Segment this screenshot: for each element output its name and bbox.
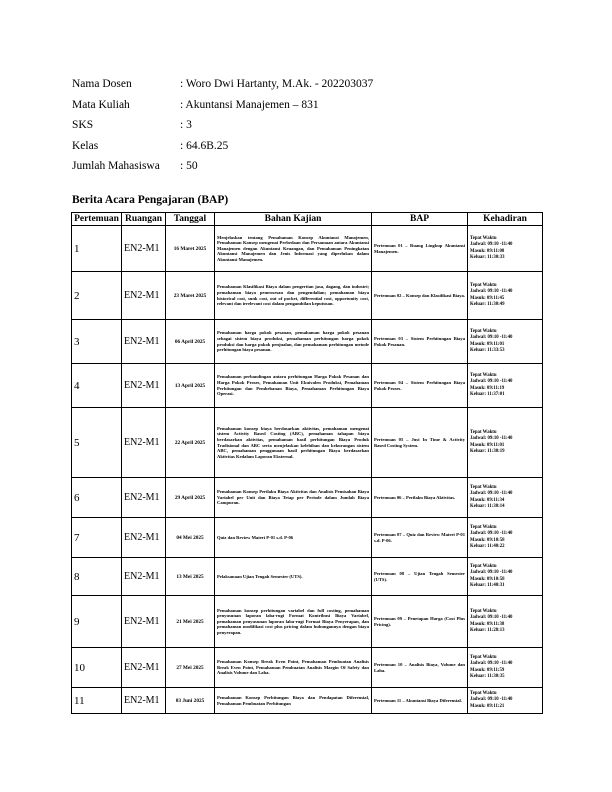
kehadiran-line: Jadwal: 09:10 -11:40 [470,697,513,703]
kehadiran-line: Masuk: 09:11:38 [470,621,505,627]
cell-bahan-kajian: Pemahaman konsep perhitungan variabel dan full costing, pemahaman penyusunan laporan laba-rugi Format Kontribusi Biaya Variabel, pemahaman penyusunan laporan laba-rugi Format Biaya Penyerapan, dan pemahaman modifikasi cost plus pricing dalam hubungannya dengan biaya penyerapan. [215,596,372,648]
table-row [72,226,543,272]
kehadiran-line: Tepat Waktu [470,329,497,335]
cell-kehadiran [468,558,543,596]
table-row [72,648,543,688]
cell-ruangan: EN2-M1 [122,226,166,272]
cell-kehadiran [468,648,543,688]
kehadiran-line: Tepat Waktu [470,485,497,491]
table-row [72,272,543,320]
cell-ruangan: EN2-M1 [122,648,166,688]
kehadiran-line: Masuk: 09:11:01 [470,341,505,347]
header-bap: BAP [372,213,468,226]
cell-ruangan: EN2-M1 [122,320,166,364]
cell-tanggal: 04 Mei 2025 [166,518,215,558]
table-row [72,364,543,408]
table-row [72,478,543,518]
kehadiran-line: Tepat Waktu [470,236,497,242]
cell-ruangan: EN2-M1 [122,558,166,596]
table-header-row [72,213,543,226]
header-tanggal: Tanggal [166,213,215,226]
cell-pertemuan: 7 [72,518,122,558]
header-ruangan: Ruangan [122,213,166,226]
cell-tanggal: 27 Mei 2025 [166,648,215,688]
info-label: Kelas [72,139,99,152]
header-bahan-kajian: Bahan Kajian [215,213,372,226]
cell-bap: Pertemuan 10 – Analisis Biaya, Volume dan Laba. [372,648,468,688]
cell-bap: Pertemuan 01 – Ruang Lingkup Akuntansi Manajemen. [372,226,468,272]
kehadiran-line: Tepat Waktu [470,609,497,615]
cell-pertemuan: 9 [72,596,122,648]
cell-kehadiran [468,364,543,408]
kehadiran-line: Tepat Waktu [470,283,497,289]
bap-table [71,212,543,714]
kehadiran-line: Masuk: 09:11:45 [470,295,505,301]
info-value: : 64.6B.25 [180,139,229,152]
info-value: : Woro Dwi Hartanty, M.Ak. - 202203037 [180,78,374,91]
cell-bahan-kajian: Pemahaman Konsep Perhitungan Biaya dan Pendapatan Diferensial, Pemahaman Pembuatan Perhitungan [215,688,372,714]
info-label: Mata Kuliah [72,98,130,111]
cell-tanggal: 23 Maret 2025 [166,272,215,320]
table-row [72,558,543,596]
cell-bahan-kajian: Pemahaman Konsep Perilaku Biaya Aktivitas dan Analisis Pemisahan Biaya Variabel per Unit dan Biaya Tetap per Periode dalam Jumlah Biaya Campuran. [215,478,372,518]
cell-bap: Pertemuan 03 – Sistem Perhitungan Biaya Pokok Pesanan. [372,320,468,364]
kehadiran-line: Jadwal: 09:10 -11:40 [470,570,513,576]
cell-bahan-kajian: Pelaksanaan Ujian Tengah Semester (UTS). [215,558,372,596]
cell-pertemuan: 11 [72,688,122,714]
kehadiran-line: Masuk: 09:11:34 [470,497,505,503]
cell-bahan-kajian: Quiz dan Review Materi P-01 s.d. P-06 [215,518,372,558]
kehadiran-line: Masuk: 09:10:58 [470,576,505,582]
info-row [72,115,542,136]
cell-kehadiran [468,226,543,272]
cell-pertemuan: 5 [72,408,122,478]
cell-bap: Pertemuan 02 – Konsep dan Klasifikasi Biaya. [372,272,468,320]
cell-bahan-kajian: Pemahaman harga pokok pesanan, pemahaman harga pokok pesanan sebagai sistem biaya produksi, pemahaman perhitungan harga pokok produksi dan harga pokok penjualan, dan pemahaman perhitungan metode perhitungan biaya pesanan. [215,320,372,364]
kehadiran-line: Jadwal: 09:10 -11:40 [470,379,513,385]
kehadiran-line: Tepat Waktu [470,691,497,697]
cell-bap: Pertemuan 05 – Just In Time & Activity Based Costing System. [372,408,468,478]
kehadiran-line: Tepat Waktu [470,430,497,436]
cell-pertemuan: 2 [72,272,122,320]
info-label: Jumlah Mahasiswa [72,160,160,173]
cell-kehadiran [468,688,543,714]
kehadiran-line: Jadwal: 09:10 -11:40 [470,615,513,621]
cell-pertemuan: 8 [72,558,122,596]
cell-kehadiran [468,596,543,648]
cell-kehadiran [468,272,543,320]
kehadiran-line: Keluar: 11:30:19 [470,448,505,454]
kehadiran-line: Jadwal: 09:10 -11:40 [470,289,513,295]
info-label: SKS [72,119,94,132]
cell-bap: Pertemuan 04 – Sistem Perhitungan Biaya Pokok Proses. [372,364,468,408]
kehadiran-line: Masuk: 09:11:59 [470,667,505,673]
kehadiran-line: Jadwal: 09:10 -11:40 [470,491,513,497]
cell-kehadiran [468,518,543,558]
cell-tanggal: 03 Juni 2025 [166,688,215,714]
cell-pertemuan: 10 [72,648,122,688]
kehadiran-line: Masuk: 09:10:58 [470,537,505,543]
kehadiran-line: Masuk: 09:11:08 [470,248,505,254]
table-row [72,688,543,714]
header-pertemuan: Pertemuan [72,213,122,226]
table-row [72,596,543,648]
info-value: : 3 [180,119,192,132]
cell-ruangan: EN2-M1 [122,596,166,648]
kehadiran-line: Tepat Waktu [470,373,497,379]
kehadiran-line: Keluar: 11:30:49 [470,301,505,307]
cell-bahan-kajian: Pemahaman Konsep Break Even Point, Pemahaman Pembuatan Analisis Break Even Point, Pemahaman Pembuatan Analisis Margin Of Safety dan Analisis Volume dan Laba. [215,648,372,688]
cell-tanggal: 13 Mei 2025 [166,558,215,596]
kehadiran-line: Keluar: 11:40:31 [470,582,505,588]
table-row [72,518,543,558]
section-title: Berita Acara Pengajaran (BAP) [72,194,229,206]
cell-ruangan: EN2-M1 [122,272,166,320]
kehadiran-line: Tepat Waktu [470,655,497,661]
cell-ruangan: EN2-M1 [122,408,166,478]
kehadiran-line: Jadwal: 09:10 -11:40 [470,335,513,341]
info-row [72,156,542,177]
kehadiran-line: Keluar: 11:30:14 [470,503,505,509]
info-row [72,95,542,116]
table-row [72,320,543,364]
cell-tanggal: 22 April 2025 [166,408,215,478]
cell-kehadiran [468,478,543,518]
info-value: : Akuntansi Manajemen – 831 [180,98,319,111]
cell-tanggal: 13 April 2025 [166,364,215,408]
cell-kehadiran [468,320,543,364]
cell-bap: Pertemuan 06 – Perilaku Biaya Aktivitas. [372,478,468,518]
cell-bap: Pertemuan 09 – Penetapan Harga (Cost Plus Pricing). [372,596,468,648]
info-label: Nama Dosen [72,78,132,91]
cell-bahan-kajian: Pemahaman perbandingan antara perhitungan Harga Pokok Pesanan dan Harga Pokok Proses, Pemahaman Unit Ekuivalen Produksi, Pemahaman Perhitungan dan Pembebanan Biaya, Pemahaman Perhitungan Biaya Operasi. [215,364,372,408]
header-kehadiran: Kehadiran [468,213,543,226]
kehadiran-line: Keluar: 11:30:35 [470,673,505,679]
cell-tanggal: 06 April 2025 [166,320,215,364]
cell-bahan-kajian: Pemahaman konsep biaya berdasarkan aktivitas, pemahaman mengenai sistem Activity Based Costing (ABC), pemahaman tahapan biaya berdasarkan aktivitas, pemahaman hasil perhitungan Biaya Produk Tradisional dan ABC serta menjelaskan kelebihan dan kekurangan sistem ABC, pemahaman penggunaan hasil perhitungan Biaya berdasarkan Aktivitas Kedalam Laporan Eksternal. [215,408,372,478]
cell-bap: Pertemuan 07 – Quiz dan Review Materi P-01 s.d. P-06. [372,518,468,558]
cell-pertemuan: 3 [72,320,122,364]
cell-pertemuan: 4 [72,364,122,408]
table-row [72,408,543,478]
kehadiran-line: Keluar: 11:30:33 [470,254,505,260]
info-row [72,136,542,157]
info-value: : 50 [180,160,198,173]
cell-bahan-kajian: Pemahaman Klasifikasi Biaya dalam pengertian jasa, dagang, dan industri; pemahaman biaya pemrosesan dan pengendalian; pemahaman biaya historical cost, sunk cost, out of pocket, differential cost, opportunity cost, relevant dan irrelevant cost dalam pengambilan keputusan. [215,272,372,320]
kehadiran-line: Tepat Waktu [470,564,497,570]
cell-tanggal: 29 April 2025 [166,478,215,518]
kehadiran-line: Keluar: 11:37:01 [470,391,505,397]
cell-bap: Pertemuan 11 – Akuntansi Biaya Diferensial. [372,688,468,714]
cell-ruangan: EN2-M1 [122,688,166,714]
cell-pertemuan: 1 [72,226,122,272]
kehadiran-line: Jadwal: 09:10 -11:40 [470,436,513,442]
kehadiran-line: Keluar: 11:28:13 [470,627,505,633]
cell-pertemuan: 6 [72,478,122,518]
lecturer-info [72,74,542,177]
info-row [72,74,542,95]
cell-kehadiran [468,408,543,478]
cell-bap: Pertemuan 08 – Ujian Tengah Semester (UTS). [372,558,468,596]
cell-ruangan: EN2-M1 [122,518,166,558]
kehadiran-line: Jadwal: 09:10 -11:40 [470,661,513,667]
kehadiran-line: Jadwal: 09:10 -11:40 [470,531,513,537]
kehadiran-line: Masuk: 09:11:21 [470,703,505,709]
kehadiran-line: Keluar: 11:33:53 [470,347,505,353]
cell-ruangan: EN2-M1 [122,364,166,408]
kehadiran-line: Tepat Waktu [470,525,497,531]
kehadiran-line: Masuk: 09:11:01 [470,442,505,448]
cell-bahan-kajian: Menjelaskan tentang Pemahaman Konsep Akuntansi Manajemen, Pemahaman Konsep mengenai Perbedaan dan Persamaan antara Akuntansi Manajemen dengan Akuntansi Keuangan, dan Pemahaman Peningkatan Akuntansi Manajemen dan Jenis Informasi yang diperlukan dalam Akuntansi Manajemen. [215,226,372,272]
cell-tanggal: 16 Maret 2025 [166,226,215,272]
kehadiran-line: Jadwal: 09:10 -11:40 [470,242,513,248]
kehadiran-line: Masuk: 09:11:19 [470,385,505,391]
kehadiran-line: Keluar: 11:40:22 [470,543,505,549]
cell-tanggal: 21 Mei 2025 [166,596,215,648]
cell-ruangan: EN2-M1 [122,478,166,518]
